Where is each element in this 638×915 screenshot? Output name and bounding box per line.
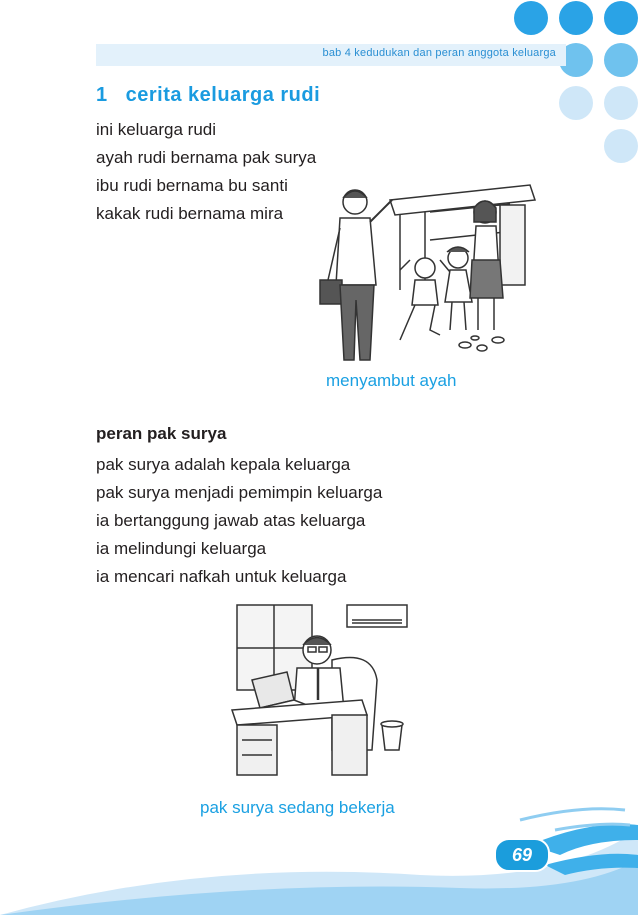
figure-caption: pak surya sedang bekerja bbox=[200, 798, 395, 817]
chapter-title: bab 4 kedudukan dan peran anggota keluarga bbox=[322, 47, 556, 59]
text-line: pak surya menjadi pemimpin keluarga bbox=[96, 483, 383, 502]
family-welcome-illustration bbox=[300, 180, 540, 370]
section-number: 1 bbox=[96, 84, 108, 106]
story-paragraph bbox=[96, 116, 316, 228]
figure-caption: menyambut ayah bbox=[326, 371, 457, 390]
text-line: ayah rudi bernama pak surya bbox=[96, 148, 317, 167]
page-number: 69 bbox=[494, 838, 550, 872]
section-heading bbox=[96, 84, 320, 107]
section-title: cerita keluarga rudi bbox=[125, 84, 321, 106]
text-line: ia melindungi keluarga bbox=[96, 539, 267, 558]
text-line: ia mencari nafkah untuk keluarga bbox=[96, 567, 347, 586]
text-line: pak surya adalah kepala keluarga bbox=[96, 455, 351, 474]
role-paragraph bbox=[96, 451, 382, 591]
text-line: ini keluarga rudi bbox=[96, 120, 217, 139]
office-work-illustration bbox=[222, 600, 422, 785]
chapter-header bbox=[96, 44, 566, 66]
text-line: kakak rudi bernama mira bbox=[96, 204, 284, 223]
text-line: ia bertanggung jawab atas keluarga bbox=[96, 511, 366, 530]
text-line: ibu rudi bernama bu santi bbox=[96, 176, 288, 195]
subsection-heading: peran pak surya bbox=[96, 424, 227, 443]
